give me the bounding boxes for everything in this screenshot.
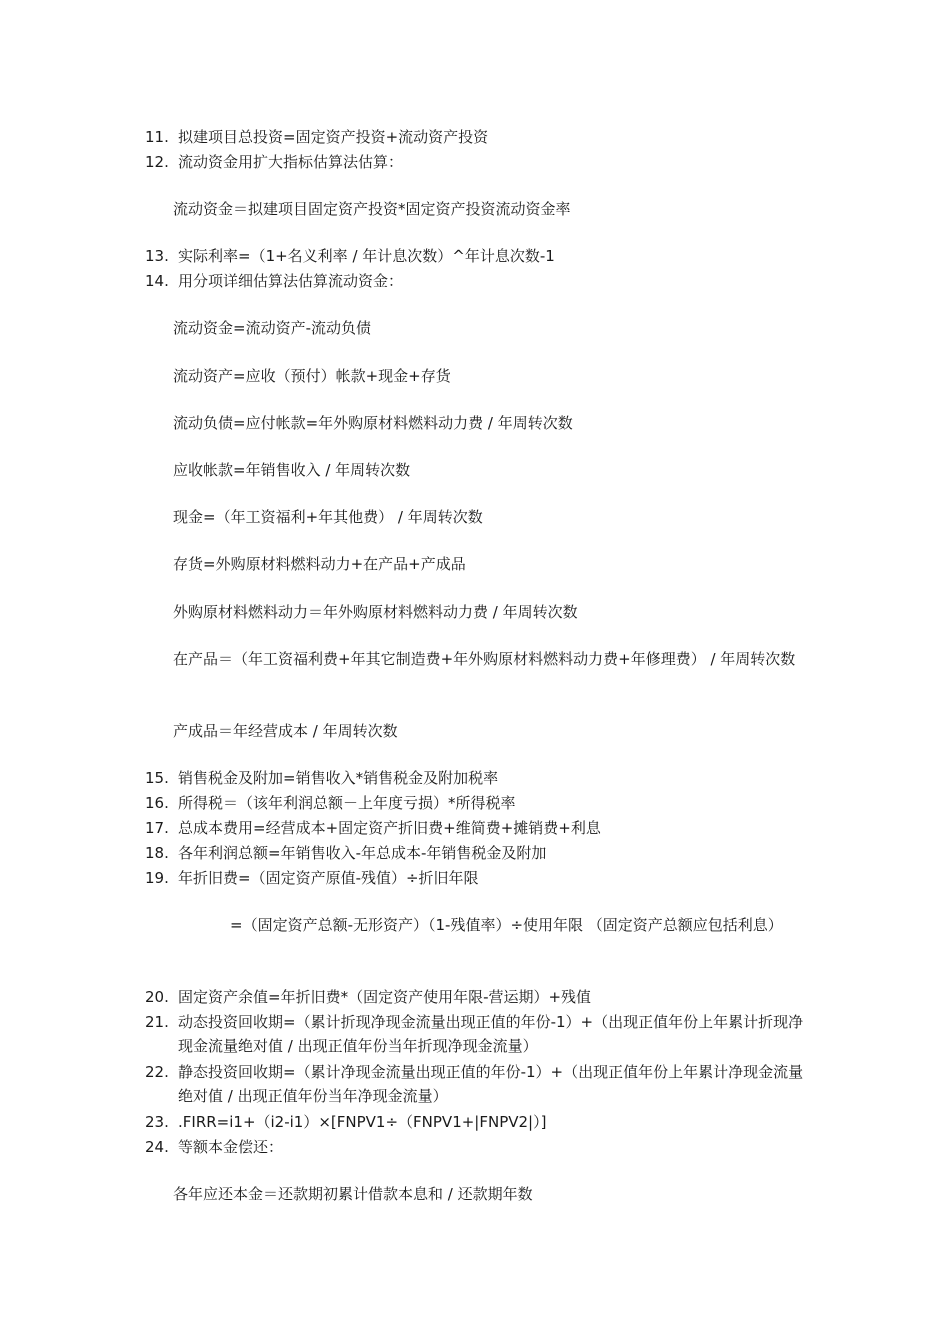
item-text: 年折旧费=（固定资产原值-残值）÷折旧年限 [178,869,479,887]
item-number: 20. [145,988,169,1006]
item-number: 23. [145,1113,169,1131]
item-number: 11. [145,128,169,146]
item-number: 15. [145,769,169,787]
list-item [145,766,805,790]
item-number: 19. [145,869,169,887]
item-number: 12. [145,153,169,171]
item-text: 实际利率=（1+名义利率 / 年计息次数）^年计息次数-1 [178,247,555,265]
sub-paragraph: 流动资产=应收（预付）帐款+现金+存货 [173,367,451,385]
item-text: .FIRR=i1+（i2-i1）×[FNPV1÷（FNPV1+|FNPV2|）] [178,1113,547,1131]
sub-paragraph: 外购原材料燃料动力＝年外购原材料燃料动力费 / 年周转次数 [173,603,578,621]
list-item [145,791,805,815]
sub-paragraph: 现金=（年工资福利+年其他费） / 年周转次数 [173,508,483,526]
item-text: 动态投资回收期=（累计折现净现金流量出现正值的年份-1）+（出现正值年份上年累计折现净现金流量绝对值 / 出现正值年份当年折现净现金流量） [178,1013,804,1055]
sub-paragraph: 应收帐款=年销售收入 / 年周转次数 [173,461,411,479]
sub-paragraph: 各年应还本金＝还款期初累计借款本息和 / 还款期年数 [173,1185,533,1203]
list-item [145,866,805,890]
item-number: 22. [145,1063,169,1081]
sub-paragraph: 在产品＝（年工资福利费+年其它制造费+年外购原材料燃料动力费+年修理费） / 年周转次数 [173,650,796,668]
item-number: 13. [145,247,169,265]
item-text: 用分项详细估算法估算流动资金： [178,272,404,290]
list-item [145,269,805,293]
item-text: 销售税金及附加=销售收入*销售税金及附加税率 [178,769,499,787]
item-number: 14. [145,272,169,290]
list-item [145,816,805,840]
item-number: 18. [145,844,169,862]
sub-paragraph: 产成品＝年经营成本 / 年周转次数 [173,722,398,740]
sub-paragraph: 存货=外购原材料燃料动力+在产品+产成品 [173,555,466,573]
list-item [145,985,805,1009]
item-number: 24. [145,1138,169,1156]
item-text: 流动资金用扩大指标估算法估算： [178,153,404,171]
list-item [145,125,805,149]
list-item [145,1060,805,1108]
item-text: 静态投资回收期=（累计净现金流量出现正值的年份-1）+（出现正值年份上年累计净现金流量绝对值 / 出现正值年份当年净现金流量） [178,1063,804,1105]
item-number: 21. [145,1013,169,1031]
item-number: 17. [145,819,169,837]
sub-paragraph: 流动负债=应付帐款=年外购原材料燃料动力费 / 年周转次数 [173,414,573,432]
item-number: 16. [145,794,169,812]
list-item [145,1010,805,1058]
list-item [145,150,805,174]
item-text: 各年利润总额=年销售收入-年总成本-年销售税金及附加 [178,844,547,862]
sub-paragraph: 流动资金=流动资产-流动负债 [173,319,371,337]
list-item [145,1110,805,1134]
list-item [145,841,805,865]
item-text: 拟建项目总投资=固定资产投资+流动资产投资 [178,128,489,146]
item-text: 等额本金偿还： [178,1138,284,1156]
sub-paragraph: 流动资金＝拟建项目固定资产投资*固定资产投资流动资金率 [173,200,571,218]
item-text: 固定资产余值=年折旧费*（固定资产使用年限-营运期）+残值 [178,988,592,1006]
sub-paragraph: =（固定资产总额-无形资产）（1-残值率）÷使用年限 （固定资产总额应包括利息） [230,916,783,934]
item-text: 所得税＝（该年利润总额－上年度亏损）*所得税率 [178,794,516,812]
list-item [145,1135,805,1159]
list-item [145,244,805,268]
item-text: 总成本费用=经营成本+固定资产折旧费+维简费+摊销费+利息 [178,819,601,837]
